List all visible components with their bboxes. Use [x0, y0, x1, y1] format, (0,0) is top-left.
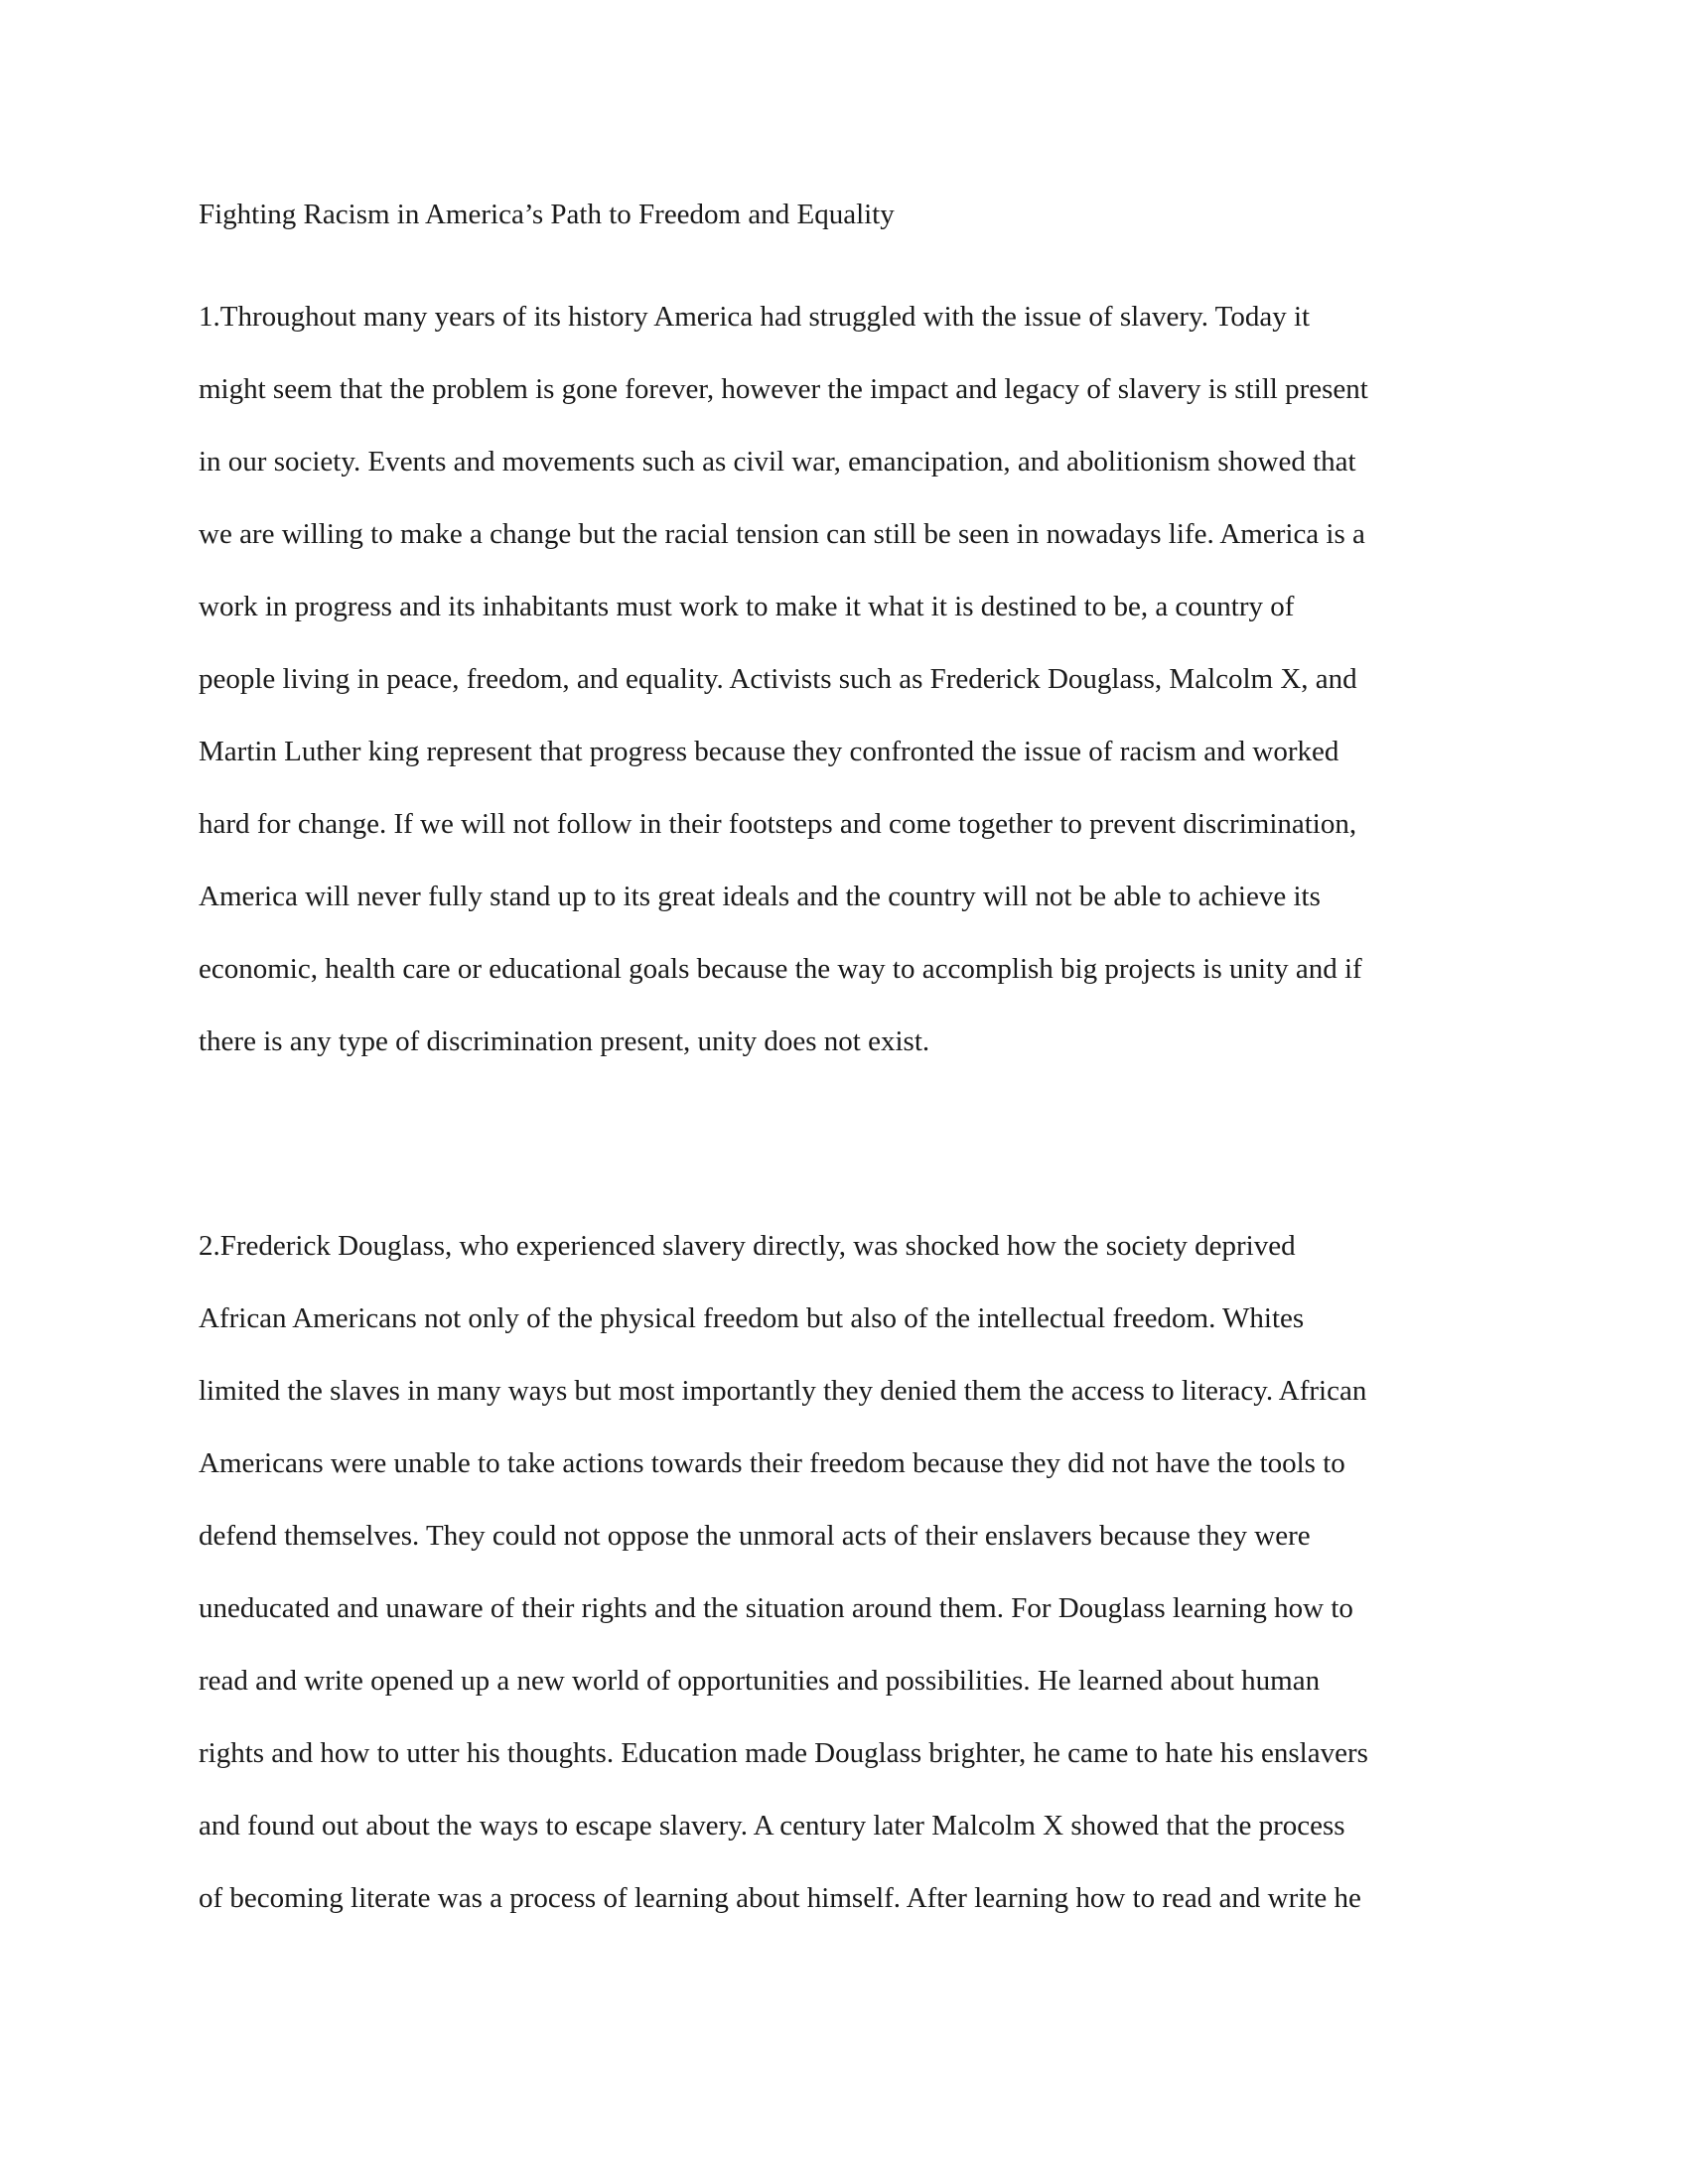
paragraph-line: economic, health care or educational goals because the way to accomplish big projects is unity and if	[199, 953, 1362, 985]
document-title: Fighting Racism in America’s Path to Freedom and Equality	[199, 199, 895, 230]
paragraph-line: hard for change. If we will not follow in their footsteps and come together to prevent discrimination,	[199, 808, 1357, 840]
paragraph-line: African Americans not only of the physical freedom but also of the intellectual freedom. Whites	[199, 1302, 1305, 1334]
paragraph-line: Americans were unable to take actions towards their freedom because they did not have the tools to	[199, 1447, 1345, 1479]
paragraph-line: defend themselves. They could not oppose the unmoral acts of their enslavers because they were	[199, 1520, 1311, 1552]
paragraph-line: people living in peace, freedom, and equality. Activists such as Frederick Douglass, Malcolm X, and	[199, 663, 1357, 695]
paragraph-line: 2.Frederick Douglass, who experienced slavery directly, was shocked how the society deprived	[199, 1230, 1296, 1262]
paragraph-line: there is any type of discrimination present, unity does not exist.	[199, 1025, 930, 1057]
paragraph-line: work in progress and its inhabitants must work to make it what it is destined to be, a country of	[199, 591, 1295, 622]
paragraph-line: and found out about the ways to escape slavery. A century later Malcolm X showed that the process	[199, 1810, 1345, 1842]
paragraph-line: in our society. Events and movements such as civil war, emancipation, and abolitionism showed that	[199, 446, 1356, 478]
paragraph-1	[199, 281, 1489, 1078]
paragraph-2	[199, 1210, 1489, 1935]
paragraph-line: uneducated and unaware of their rights and the situation around them. For Douglass learning how to	[199, 1592, 1353, 1624]
paragraph-line: we are willing to make a change but the racial tension can still be seen in nowadays life. America is a	[199, 518, 1365, 550]
paragraph-line: 1.Throughout many years of its history America had struggled with the issue of slavery. Today it	[199, 301, 1311, 333]
paragraph-line: America will never fully stand up to its great ideals and the country will not be able to achieve its	[199, 881, 1321, 912]
paragraph-line: rights and how to utter his thoughts. Education made Douglass brighter, he came to hate his enslavers	[199, 1737, 1368, 1769]
paragraph-line: Martin Luther king represent that progress because they confronted the issue of racism and worked	[199, 736, 1339, 767]
paragraph-line: might seem that the problem is gone forever, however the impact and legacy of slavery is still present	[199, 373, 1368, 405]
paragraph-line: limited the slaves in many ways but most importantly they denied them the access to literacy. African	[199, 1375, 1367, 1407]
paragraph-line: read and write opened up a new world of opportunities and possibilities. He learned about human	[199, 1665, 1321, 1697]
paragraph-line: of becoming literate was a process of learning about himself. After learning how to read and write he	[199, 1882, 1361, 1914]
